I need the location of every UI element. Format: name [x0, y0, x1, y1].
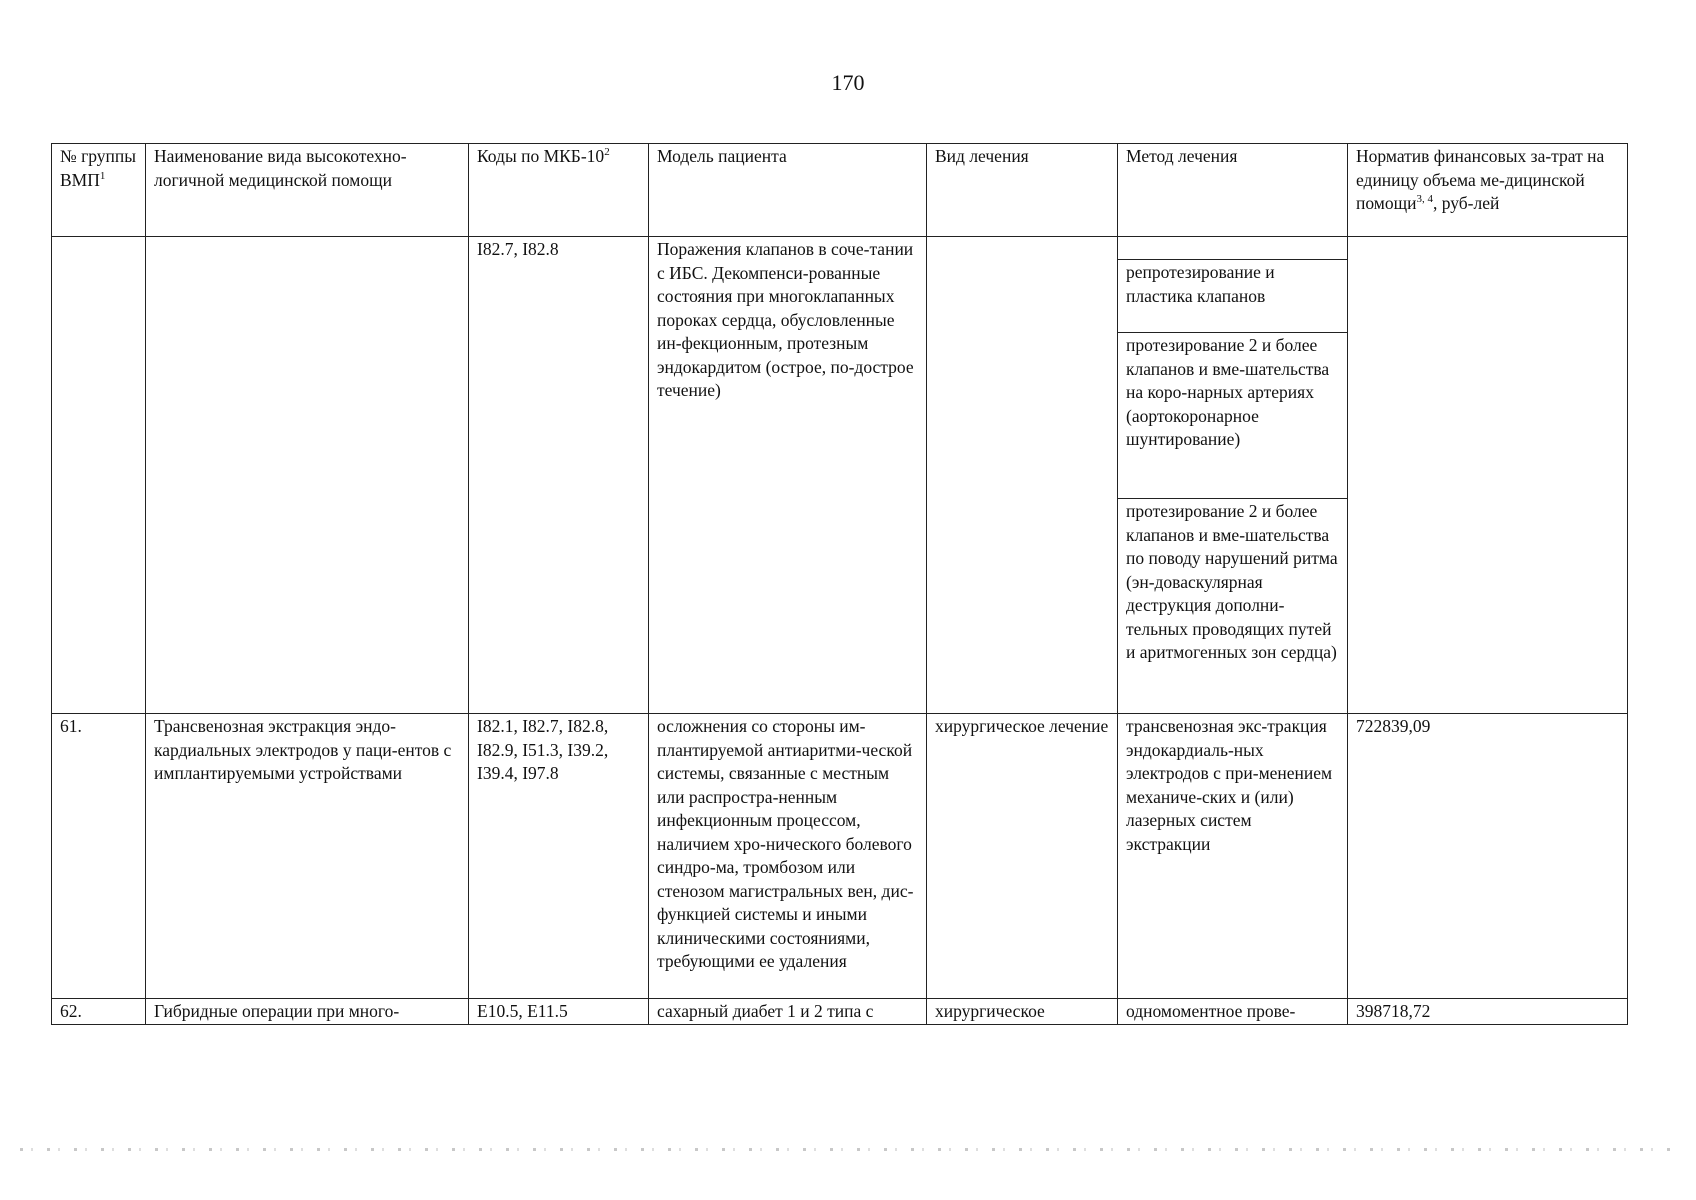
- cell-group-number: 62.: [52, 999, 146, 1025]
- cell-cost-norm: [1348, 237, 1628, 714]
- method-item: протезирование 2 и более клапанов и вме-шательства по поводу нарушений ритма (эн-доваскулярная деструкция дополни-тельных проводящих путей и аритмогенных зон сердца): [1118, 498, 1347, 667]
- cell-care-type-name: [146, 237, 469, 714]
- footnote-1: 1: [99, 169, 106, 182]
- vmp-table: [51, 143, 1628, 1025]
- header-treatment-type: Вид лечения: [927, 144, 1118, 237]
- cell-treatment-method: [1118, 237, 1348, 714]
- cell-patient-model: осложнения со стороны им-плантируемой антиаритми-ческой системы, связанные с местным или распростра-ненным инфекционным процессом, наличием хро-нического болевого синдро-ма, тромбозом или стенозом магистральных вен, дис-функцией системы и иными клиническими состояниями, требующими ее удаления: [649, 714, 927, 999]
- cell-treatment-method: одномоментное прове-: [1118, 999, 1348, 1025]
- header-cost-norm: Норматив финансовых за-трат на единицу объема ме-дицинской помощи$^{3, 4}$, руб-лей: [1348, 144, 1628, 237]
- cell-care-type-name: Гибридные операции при много-: [146, 999, 469, 1025]
- cell-patient-model: сахарный диабет 1 и 2 типа с: [649, 999, 927, 1025]
- cell-icd10-codes: I82.7, I82.8: [469, 237, 649, 714]
- cell-group-number: 61.: [52, 714, 146, 999]
- cell-treatment-type: хирургическое лечение: [927, 714, 1118, 999]
- cell-cost-norm: 722839,09: [1348, 714, 1628, 999]
- header-patient-model: Модель пациента: [649, 144, 927, 237]
- header-icd10-codes: Коды по МКБ-$10^2$: [469, 144, 649, 237]
- cell-patient-model: Поражения клапанов в соче-тании с ИБС. Декомпенси-рованные состояния при многоклапанных пороках сердца, обусловленные ин-фекционным, протезным эндокардитом (острое, по-дострое течение): [649, 237, 927, 714]
- cell-care-type-name: Трансвенозная экстракция эндо-кардиальных электродов у паци-ентов с имплантируемыми устройствами: [146, 714, 469, 999]
- table-row: [52, 999, 1628, 1025]
- header-care-type-name: Наименование вида высокотехно-логичной медицинской помощи: [146, 144, 469, 237]
- table-row: [52, 237, 1628, 714]
- table-row: [52, 714, 1628, 999]
- method-item: [1118, 237, 1347, 259]
- method-item: репротезирование и пластика клапанов: [1118, 259, 1347, 332]
- cell-group-number: [52, 237, 146, 714]
- cell-treatment-type: [927, 237, 1118, 714]
- scan-artifact-line: [20, 1148, 1670, 1151]
- header-group-number: № группы ВМП$^1$: [52, 144, 146, 237]
- footnote-2: 2: [604, 146, 610, 159]
- header-treatment-method: Метод лечения: [1118, 144, 1348, 237]
- cell-treatment-method: трансвенозная экс-тракция эндокардиаль-ных электродов с при-менением механиче-ских и (или) лазерных систем экстракции: [1118, 714, 1348, 999]
- cell-cost-norm: 398718,72: [1348, 999, 1628, 1025]
- method-item: протезирование 2 и более клапанов и вме-шательства на коро-нарных артериях (аортокоронарное шунтирование): [1118, 332, 1347, 498]
- table-header-row: [52, 144, 1628, 237]
- cell-treatment-type: хирургическое: [927, 999, 1118, 1025]
- page-number: 170: [831, 70, 865, 95]
- cell-icd10-codes: I82.1, I82.7, I82.8, I82.9, I51.3, I39.2, I39.4, I97.8: [469, 714, 649, 999]
- cell-icd10-codes: E10.5, E11.5: [469, 999, 649, 1025]
- footnote-3-4: 3, 4: [1416, 193, 1433, 206]
